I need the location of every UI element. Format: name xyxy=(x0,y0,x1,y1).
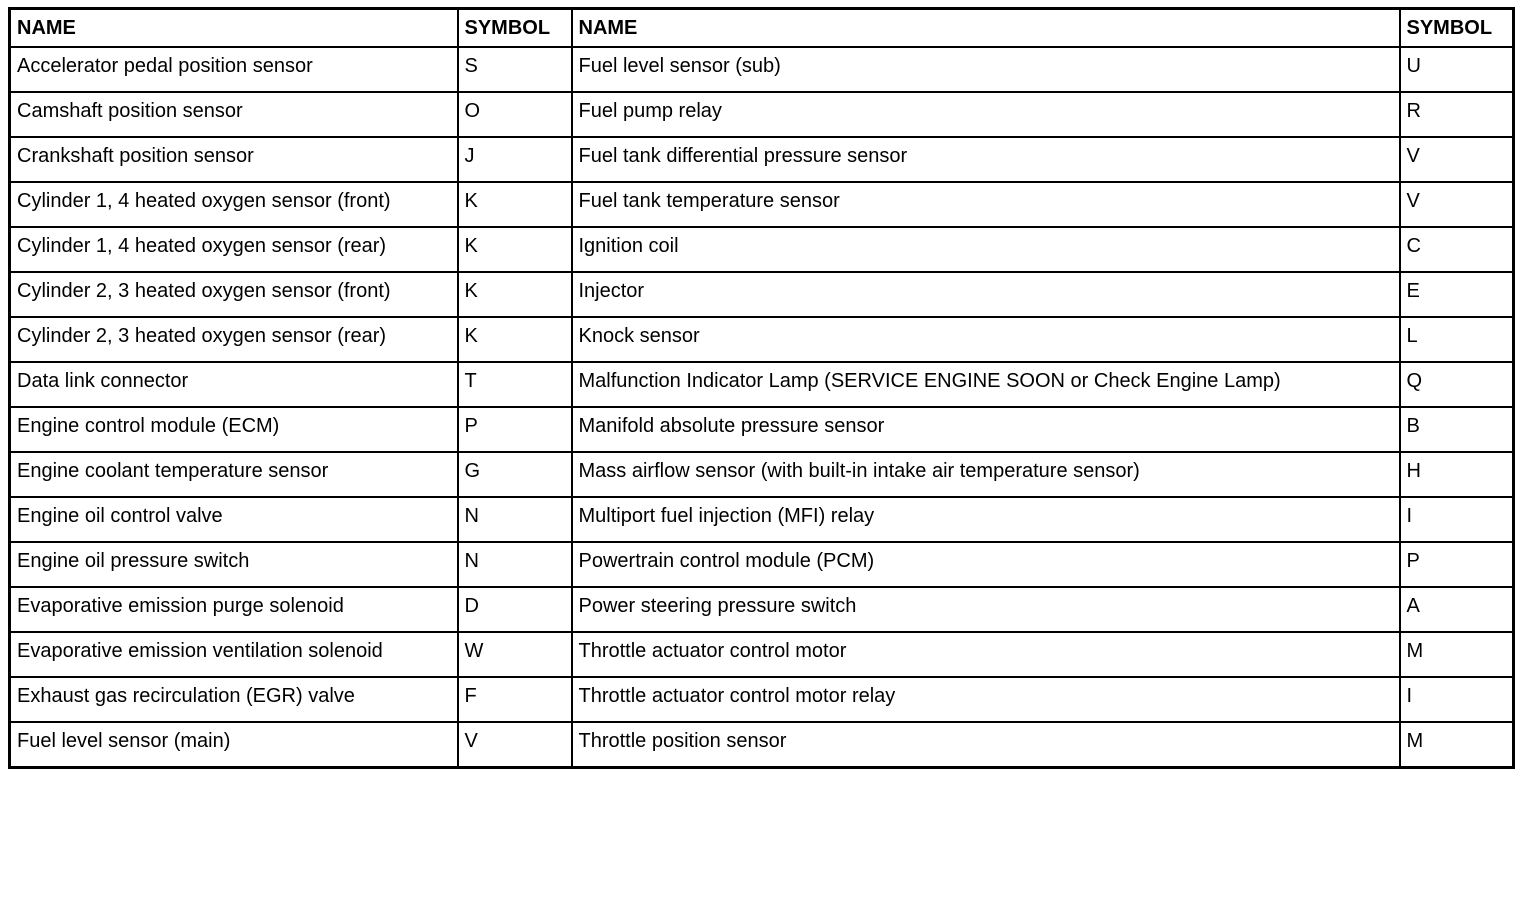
name-cell: Camshaft position sensor xyxy=(10,92,458,137)
symbol-cell: O xyxy=(458,92,572,137)
name-cell: Mass airflow sensor (with built-in intake air temperature sensor) xyxy=(572,452,1400,497)
table-body xyxy=(10,47,1514,767)
name-cell: Fuel tank differential pressure sensor xyxy=(572,137,1400,182)
symbol-cell: M xyxy=(1400,632,1514,677)
name-cell: Engine oil pressure switch xyxy=(10,542,458,587)
table-row xyxy=(10,47,1514,92)
symbol-cell: E xyxy=(1400,272,1514,317)
name-cell: Manifold absolute pressure sensor xyxy=(572,407,1400,452)
name-cell: Powertrain control module (PCM) xyxy=(572,542,1400,587)
symbol-cell: G xyxy=(458,452,572,497)
name-cell: Cylinder 1, 4 heated oxygen sensor (rear) xyxy=(10,227,458,272)
header-name-right: NAME xyxy=(572,9,1400,48)
name-cell: Crankshaft position sensor xyxy=(10,137,458,182)
name-cell: Engine oil control valve xyxy=(10,497,458,542)
symbol-cell: K xyxy=(458,272,572,317)
header-row xyxy=(10,9,1514,48)
name-cell: Cylinder 2, 3 heated oxygen sensor (rear) xyxy=(10,317,458,362)
symbol-cell: N xyxy=(458,542,572,587)
name-cell: Data link connector xyxy=(10,362,458,407)
symbol-cell: S xyxy=(458,47,572,92)
symbol-cell: D xyxy=(458,587,572,632)
symbol-cell: K xyxy=(458,317,572,362)
name-cell: Throttle actuator control motor xyxy=(572,632,1400,677)
name-cell: Throttle position sensor xyxy=(572,722,1400,767)
name-cell: Malfunction Indicator Lamp (SERVICE ENGINE SOON or Check Engine Lamp) xyxy=(572,362,1400,407)
header-name-left: NAME xyxy=(10,9,458,48)
name-cell: Fuel level sensor (main) xyxy=(10,722,458,767)
table-row xyxy=(10,137,1514,182)
table-row xyxy=(10,407,1514,452)
header-symbol-right: SYMBOL xyxy=(1400,9,1514,48)
table-row xyxy=(10,497,1514,542)
table-row xyxy=(10,317,1514,362)
symbol-cell: B xyxy=(1400,407,1514,452)
symbol-cell: K xyxy=(458,182,572,227)
name-cell: Engine control module (ECM) xyxy=(10,407,458,452)
name-cell: Fuel tank temperature sensor xyxy=(572,182,1400,227)
symbol-cell: P xyxy=(1400,542,1514,587)
name-cell: Multiport fuel injection (MFI) relay xyxy=(572,497,1400,542)
table-row xyxy=(10,542,1514,587)
table-row xyxy=(10,452,1514,497)
header-symbol-left: SYMBOL xyxy=(458,9,572,48)
table-row xyxy=(10,92,1514,137)
name-cell: Exhaust gas recirculation (EGR) valve xyxy=(10,677,458,722)
symbol-cell: V xyxy=(1400,182,1514,227)
symbol-cell: Q xyxy=(1400,362,1514,407)
name-cell: Accelerator pedal position sensor xyxy=(10,47,458,92)
symbol-cell: P xyxy=(458,407,572,452)
symbol-cell: L xyxy=(1400,317,1514,362)
table-row xyxy=(10,362,1514,407)
symbol-cell: V xyxy=(1400,137,1514,182)
table-row xyxy=(10,272,1514,317)
name-cell: Ignition coil xyxy=(572,227,1400,272)
symbol-cell: M xyxy=(1400,722,1514,767)
table-row xyxy=(10,677,1514,722)
symbol-cell: U xyxy=(1400,47,1514,92)
symbol-cell: A xyxy=(1400,587,1514,632)
name-cell: Power steering pressure switch xyxy=(572,587,1400,632)
name-cell: Throttle actuator control motor relay xyxy=(572,677,1400,722)
name-cell: Fuel level sensor (sub) xyxy=(572,47,1400,92)
name-cell: Knock sensor xyxy=(572,317,1400,362)
name-cell: Cylinder 2, 3 heated oxygen sensor (front) xyxy=(10,272,458,317)
component-symbol-table xyxy=(8,7,1515,769)
symbol-cell: N xyxy=(458,497,572,542)
table-row xyxy=(10,182,1514,227)
symbol-cell: W xyxy=(458,632,572,677)
symbol-cell: I xyxy=(1400,677,1514,722)
table-row xyxy=(10,632,1514,677)
name-cell: Engine coolant temperature sensor xyxy=(10,452,458,497)
symbol-cell: T xyxy=(458,362,572,407)
name-cell: Evaporative emission ventilation solenoid xyxy=(10,632,458,677)
symbol-cell: C xyxy=(1400,227,1514,272)
symbol-cell: H xyxy=(1400,452,1514,497)
name-cell: Cylinder 1, 4 heated oxygen sensor (front) xyxy=(10,182,458,227)
table-row xyxy=(10,227,1514,272)
name-cell: Fuel pump relay xyxy=(572,92,1400,137)
table-row xyxy=(10,587,1514,632)
symbol-cell: F xyxy=(458,677,572,722)
table-row xyxy=(10,722,1514,767)
symbol-cell: I xyxy=(1400,497,1514,542)
name-cell: Injector xyxy=(572,272,1400,317)
symbol-cell: R xyxy=(1400,92,1514,137)
symbol-cell: J xyxy=(458,137,572,182)
symbol-cell: V xyxy=(458,722,572,767)
name-cell: Evaporative emission purge solenoid xyxy=(10,587,458,632)
symbol-cell: K xyxy=(458,227,572,272)
